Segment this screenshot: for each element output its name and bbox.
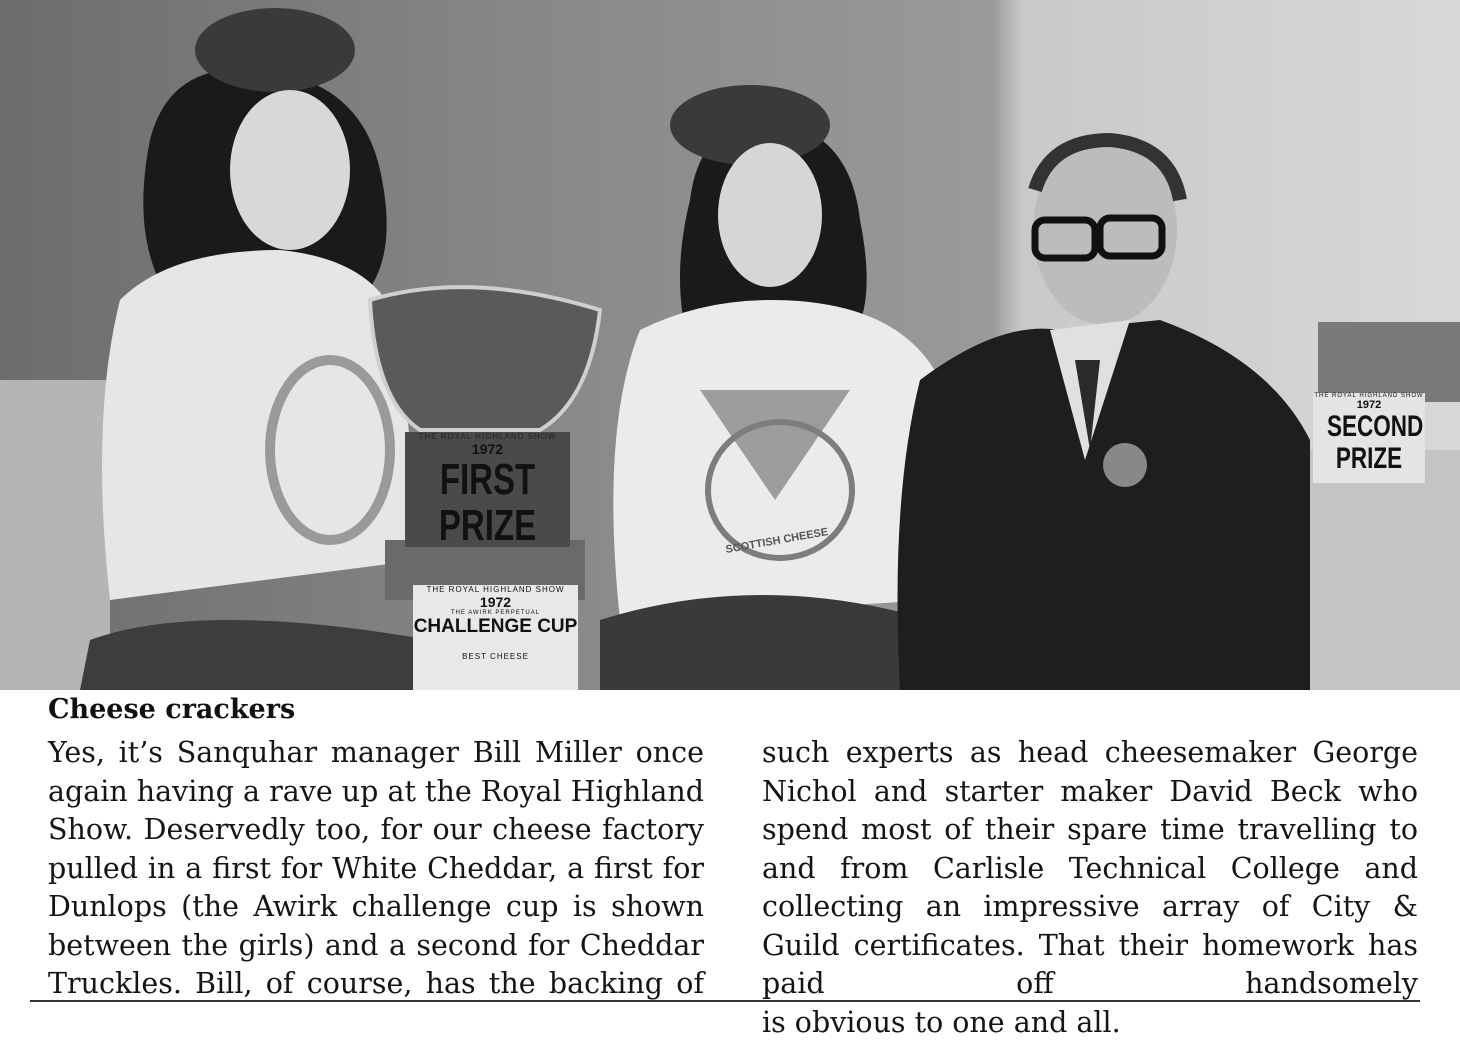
sweater-text: SCOTTISH CHEESE <box>725 526 829 556</box>
second-prize-header: THE ROYAL HIGHLAND SHOW <box>1313 393 1425 399</box>
challenge-cup-footer: BEST CHEESE <box>413 652 578 661</box>
article-right-text: such experts as head cheesemaker George Nichol and starter maker David Beck who spend most of their spare time travelling to and from Carlisle Technical College and collecting an impressive array of City & Guild certificates. That their homework has paid off handsomely <box>762 734 1418 1004</box>
woman-middle <box>600 85 940 690</box>
article-caption <box>0 690 1460 1005</box>
challenge-cup-title: CHALLENGE CUP <box>413 616 578 638</box>
cheese-stand-right <box>1310 450 1460 690</box>
bottom-rule <box>30 1000 1420 1002</box>
challenge-cup-sign <box>413 585 578 690</box>
challenge-cup-subtitle: THE AWIRK PERPETUAL <box>413 610 578 616</box>
challenge-cup-year: 1972 <box>413 594 578 610</box>
first-prize-year: 1972 <box>405 441 570 457</box>
first-prize-sign <box>405 432 570 547</box>
second-prize-title: SECOND PRIZE <box>1327 411 1411 475</box>
first-prize-title: FIRST PRIZE <box>426 457 550 549</box>
article-left-column: Yes, it’s Sanquhar manager Bill Miller once again having a rave up at the Royal Highland Show. Deservedly too, for our cheese factory pulled in a first for White Cheddar, a first for Dunlops (the Awirk challenge cup is shown between the girls) and a second for Cheddar Truckles. Bill, of course, has the backing of <box>48 734 704 1004</box>
second-prize-year: 1972 <box>1313 399 1425 411</box>
article-right-last-line: is obvious to one and all. <box>762 1004 1418 1042</box>
article-right-column <box>762 734 1418 1042</box>
man-right <box>898 135 1311 690</box>
first-prize-header: THE ROYAL HIGHLAND SHOW <box>405 432 570 441</box>
article-heading: Cheese crackers <box>48 694 295 725</box>
second-prize-sign <box>1313 393 1425 483</box>
challenge-cup-header: THE ROYAL HIGHLAND SHOW <box>413 585 578 594</box>
display-box <box>1318 322 1460 402</box>
